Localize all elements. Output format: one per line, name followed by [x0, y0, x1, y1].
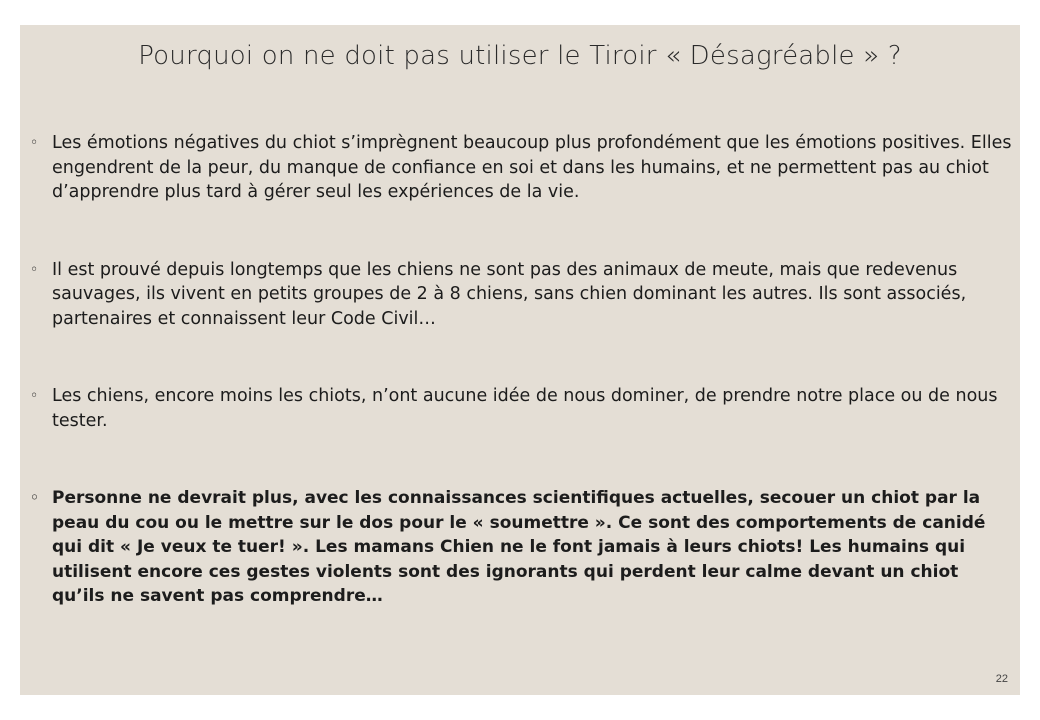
bullet-marker-icon: ◦ — [30, 490, 39, 506]
bullet-item — [28, 131, 1013, 205]
bullet-text: Personne ne devrait plus, avec les connaissances scientifiques actuelles, secouer un chiot par la peau du cou ou le mettre sur le dos pour le « soumettre ». Ce sont des comportements de canidé qui dit « Je veux te tuer! ». Les mamans Chien ne le font jamais à leurs chiots! Les humains qui utilisent encore ces gestes violents sont des ignorants qui perdent leur calme devant un chiot qu’ils ne savent pas comprendre… — [52, 488, 986, 606]
bullet-item — [28, 486, 1013, 609]
bullet-marker-icon: ◦ — [30, 388, 39, 404]
bullet-item — [28, 384, 1013, 433]
bullet-text: Il est prouvé depuis longtemps que les chiens ne sont pas des animaux de meute, mais que redevenus sauvages, ils vivent en petits groupes de 2 à 8 chiens, sans chien dominant les autres. Ils sont associés, partenaires et connaissent leur Code Civil… — [52, 259, 967, 329]
bullet-text: Les chiens, encore moins les chiots, n’ont aucune idée de nous dominer, de prendre notre place ou de nous tester. — [52, 386, 998, 431]
bullet-text: Les émotions négatives du chiot s’imprègnent beaucoup plus profondément que les émotions positives. Elles engendrent de la peur, du manque de confiance en soi et dans les humains, et ne permettent pas au chiot d’apprendre plus tard à gérer seul les expériences de la vie. — [52, 133, 1012, 202]
bullet-marker-icon: ◦ — [30, 261, 39, 278]
slide — [20, 25, 1020, 695]
page-number: 22 — [995, 673, 1008, 685]
slide-title: Pourquoi on ne doit pas utiliser le Tiroir « Désagréable » ? — [138, 41, 902, 71]
bullet-list — [28, 131, 1013, 609]
bullet-item — [28, 258, 1013, 332]
bullet-marker-icon: ◦ — [30, 135, 39, 151]
